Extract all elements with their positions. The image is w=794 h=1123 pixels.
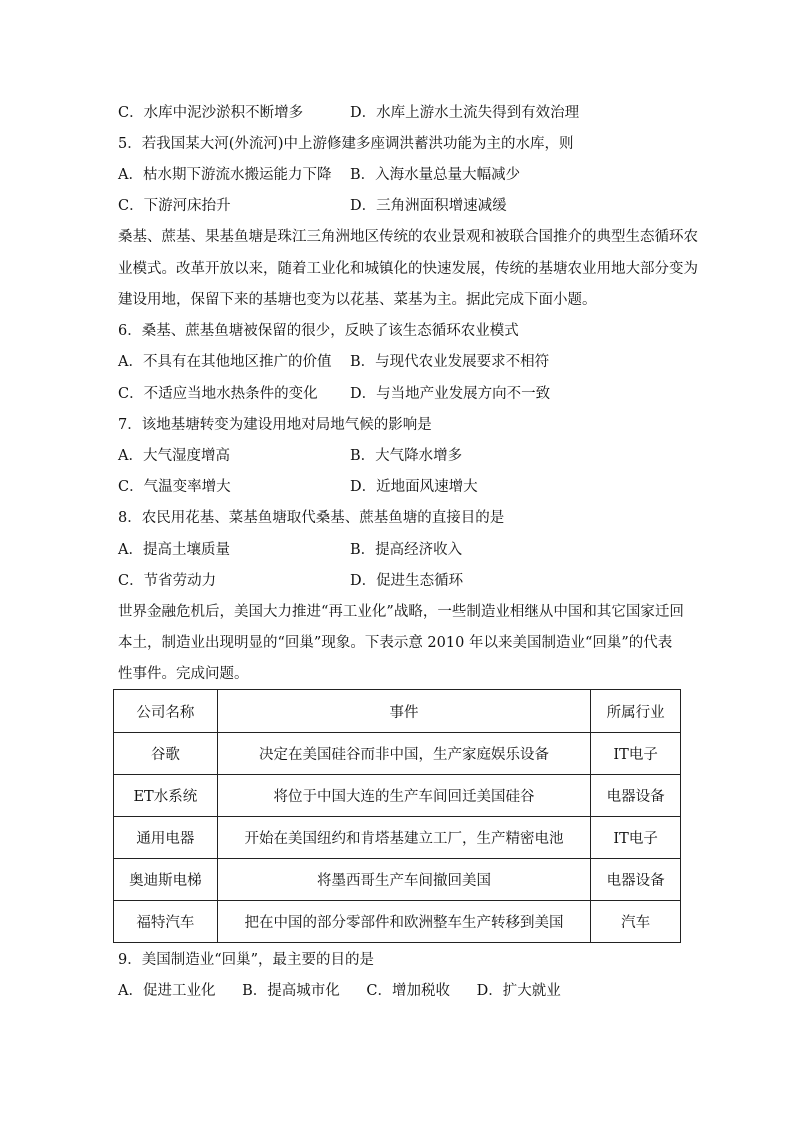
q7-option-d: D．近地面风速增大 bbox=[350, 479, 478, 495]
q4-option-d: D．水库上游水土流失得到有效治理 bbox=[350, 105, 580, 121]
question-8-options-row-cd bbox=[118, 571, 464, 591]
q5-option-d: D．三角洲面积增速减缓 bbox=[350, 198, 507, 214]
table-cell-industry: 电器设备 bbox=[591, 859, 681, 901]
reshoring-events-table bbox=[113, 689, 681, 943]
q5-option-b: B．入海水量总量大幅减少 bbox=[350, 167, 521, 183]
table-header-row bbox=[114, 690, 681, 733]
table-cell-company: ET水系统 bbox=[114, 775, 218, 817]
question-4-options-row-cd bbox=[118, 103, 580, 123]
q5-option-c: C．下游河床抬升 bbox=[118, 198, 231, 214]
question-5-stem: 5．若我国某大河(外流河)中上游修建多座调洪蓄洪功能为主的水库，则 bbox=[118, 136, 574, 152]
passage-3-line-1: 世界金融危机后，美国大力推进“再工业化”战略，一些制造业相继从中国和其它国家迁回 bbox=[118, 604, 684, 620]
table-row bbox=[114, 859, 681, 901]
table-cell-event: 决定在美国硅谷而非中国，生产家庭娱乐设备 bbox=[217, 733, 591, 775]
question-6-stem: 6．桑基、蔗基鱼塘被保留的很少，反映了该生态循环农业模式 bbox=[118, 323, 519, 339]
q6-option-d: D．与当地产业发展方向不一致 bbox=[350, 386, 551, 402]
table-cell-industry: IT电子 bbox=[591, 733, 681, 775]
q5-option-a: A．枯水期下游流水搬运能力下降 bbox=[118, 167, 332, 183]
table-row bbox=[114, 775, 681, 817]
q7-option-a: A．大气湿度增高 bbox=[118, 448, 230, 464]
table-cell-industry: IT电子 bbox=[591, 817, 681, 859]
question-8-options-row-ab bbox=[118, 540, 463, 560]
table-cell-company: 通用电器 bbox=[114, 817, 218, 859]
table-cell-event: 开始在美国纽约和肯塔基建立工厂，生产精密电池 bbox=[217, 817, 591, 859]
q6-option-b: B．与现代农业发展要求不相符 bbox=[350, 354, 550, 370]
q9-option-d: D．扩大就业 bbox=[476, 983, 561, 999]
table-cell-industry: 电器设备 bbox=[591, 775, 681, 817]
table-cell-event: 将位于中国大连的生产车间回迁美国硅谷 bbox=[217, 775, 591, 817]
question-7-options-row-cd bbox=[118, 477, 478, 497]
table-cell-industry: 汽车 bbox=[591, 901, 681, 943]
question-7-options-row-ab bbox=[118, 446, 463, 466]
passage-2-line-2: 业模式。改革开放以来，随着工业化和城镇化的快速发展，传统的基塘农业用地大部分变为 bbox=[118, 261, 698, 277]
q8-option-d: D．促进生态循环 bbox=[350, 573, 464, 589]
table-row bbox=[114, 817, 681, 859]
question-5-options-row-ab bbox=[118, 165, 521, 185]
table-row bbox=[114, 733, 681, 775]
q6-option-a: A．不具有在其他地区推广的价值 bbox=[118, 354, 332, 370]
passage-2-line-1: 桑基、蔗基、果基鱼塘是珠江三角洲地区传统的农业景观和被联合国推介的典型生态循环农 bbox=[118, 229, 698, 245]
q8-option-c: C．节省劳动力 bbox=[118, 573, 217, 589]
q9-option-c: C．增加税收 bbox=[366, 983, 450, 999]
q8-option-b: B．提高经济收入 bbox=[350, 542, 463, 558]
question-9-options-row bbox=[118, 981, 583, 1001]
passage-3-line-3: 性事件。完成问题。 bbox=[118, 666, 249, 682]
q7-option-b: B．大气降水增多 bbox=[350, 448, 463, 464]
q9-option-a: A．促进工业化 bbox=[118, 983, 216, 999]
question-8-stem: 8．农民用花基、菜基鱼塘取代桑基、蔗基鱼塘的直接目的是 bbox=[118, 510, 505, 526]
passage-3-line-2: 本土，制造业出现明显的“回巢”现象。下表示意 2010 年以来美国制造业“回巢”的代表 bbox=[118, 635, 673, 651]
passage-2-line-3: 建设用地，保留下来的基塘也变为以花基、菜基为主。据此完成下面小题。 bbox=[118, 292, 597, 308]
q7-option-c: C．气温变率增大 bbox=[118, 479, 231, 495]
question-5-options-row-cd bbox=[118, 196, 507, 216]
table-header-company: 公司名称 bbox=[114, 690, 218, 733]
table-cell-event: 把在中国的部分零部件和欧洲整车生产转移到美国 bbox=[217, 901, 591, 943]
q6-option-c: C．不适应当地水热条件的变化 bbox=[118, 386, 318, 402]
q8-option-a: A．提高土壤质量 bbox=[118, 542, 230, 558]
table-cell-event: 将墨西哥生产车间撤回美国 bbox=[217, 859, 591, 901]
q4-option-c: C．水库中泥沙淤积不断增多 bbox=[118, 105, 304, 121]
question-7-stem: 7．该地基塘转变为建设用地对局地气候的影响是 bbox=[118, 417, 432, 433]
question-6-options-row-ab bbox=[118, 352, 550, 372]
table-header-industry: 所属行业 bbox=[591, 690, 681, 733]
table-row bbox=[114, 901, 681, 943]
table-cell-company: 奥迪斯电梯 bbox=[114, 859, 218, 901]
q9-option-b: B．提高城市化 bbox=[242, 983, 340, 999]
question-9-stem: 9．美国制造业“回巢”，最主要的目的是 bbox=[118, 952, 375, 968]
table-cell-company: 福特汽车 bbox=[114, 901, 218, 943]
question-6-options-row-cd bbox=[118, 384, 551, 404]
table-cell-company: 谷歌 bbox=[114, 733, 218, 775]
table-header-event: 事件 bbox=[217, 690, 591, 733]
